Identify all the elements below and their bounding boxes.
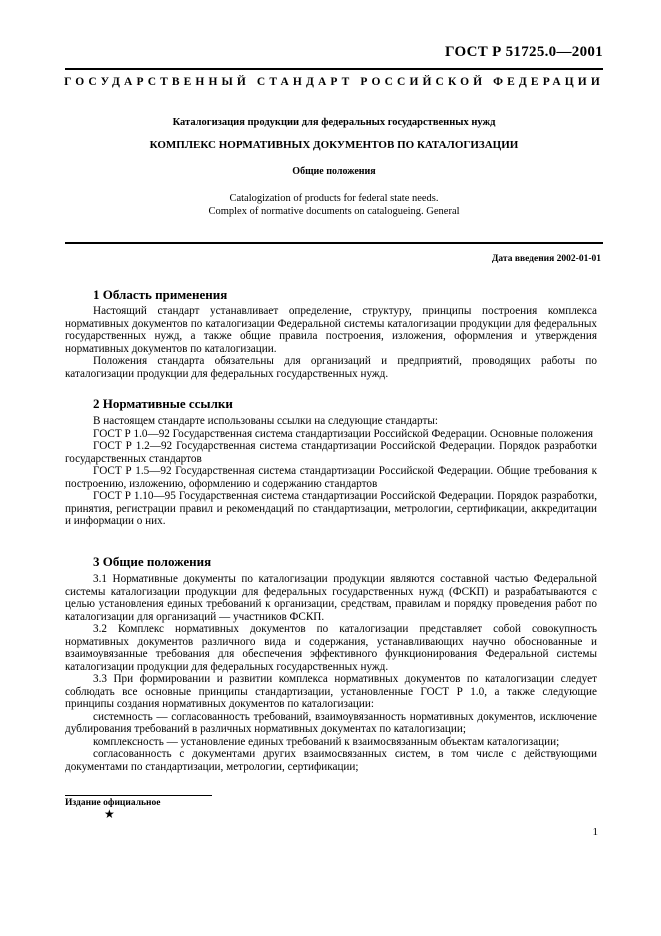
- star-icon: ★: [104, 807, 115, 821]
- section-1-paragraph: Настоящий стандарт устанавливает определение, структуру, принципы построения комплекса нормативных документов по каталогизации Федеральной системы каталогизации продукции для федеральных государственных нужд, а также общие правила построения, изложения, оформления и утверждения нормативных документов по каталогизации.: [65, 305, 597, 355]
- document-subtitle: Общие положения: [292, 166, 376, 177]
- document-subject: Каталогизация продукции для федеральных государственных нужд: [172, 117, 496, 128]
- section-1-body: [65, 305, 597, 380]
- principle-item: системность — согласованность требований, взаимоувязанность нормативных документов, исключение дублирования требований в различных нормативных документах по каталогизации;: [65, 710, 597, 735]
- reference-item: ГОСТ Р 1.5—92 Государственная система стандартизации Российской Федерации. Общие требования к построению, изложению, оформлению и содержанию стандартов: [65, 465, 597, 490]
- principle-item: согласованность с документами других взаимосвязанных систем, в том числе с действующими документами по стандартизации, метрологии, сертификации;: [65, 748, 597, 773]
- section-3-body: [65, 573, 597, 773]
- section-3-paragraph: 3.1 Нормативные документы по каталогизации продукции являются составной частью Федеральной системы каталогизации продукции для федеральных государственных нужд (ФСКП) и разрабатываются с целью установления единых требований к организации, средствам, правилам и порядку проведения работ по каталогизации для организаций — участников ФСКП.: [65, 573, 597, 623]
- section-2-heading: 2 Нормативные ссылки: [93, 396, 233, 411]
- top-rule: [65, 68, 603, 70]
- section-2-body: [65, 415, 597, 528]
- title-rule: [65, 242, 603, 244]
- reference-item: ГОСТ Р 1.10—95 Государственная система стандартизации Российской Федерации. Порядок разработки, принятия, регистрации правил и рекомендаций по стандартизации, метрологии, сертификации, аккредитации и информации о них.: [65, 490, 597, 527]
- official-edition-label: Издание официальное: [65, 798, 161, 808]
- gost-number: ГОСТ Р 51725.0—2001: [445, 44, 603, 60]
- footer-rule: [65, 795, 212, 796]
- document-title: КОМПЛЕКС НОРМАТИВНЫХ ДОКУМЕНТОВ ПО КАТАЛОГИЗАЦИИ: [149, 139, 519, 151]
- page-number: 1: [592, 826, 598, 838]
- section-3-heading: 3 Общие положения: [93, 554, 212, 569]
- state-standard-heading: ГОСУДАРСТВЕННЫЙ СТАНДАРТ РОССИЙСКОЙ ФЕДЕРАЦИИ: [64, 76, 604, 88]
- english-title: [65, 192, 603, 218]
- principle-item: комплексность — установление единых требований к взаимосвязанным объектам каталогизации;: [93, 735, 560, 748]
- section-1-paragraph: Положения стандарта обязательны для организаций и предприятий, проводящих работы по каталогизации продукции для федеральных государственных нужд.: [65, 355, 597, 380]
- english-title-line-2: Complex of normative documents on catalogueing. General: [208, 206, 460, 217]
- section-3-paragraph: 3.3 При формировании и развитии комплекса нормативных документов по каталогизации следует соблюдать все основные принципы стандартизации, установленные ГОСТ Р 1.0, а также следующие принципы создания нормативных документов по каталогизации:: [65, 673, 597, 710]
- english-title-line-1: Catalogization of products for federal state needs.: [229, 193, 439, 204]
- introduction-date: Дата введения 2002-01-01: [491, 254, 601, 264]
- section-3-paragraph: 3.2 Комплекс нормативных документов по каталогизации представляет собой совокупность нормативных документов различного вида и содержания, устанавливающих научно обоснованные и взаимоувязанные требования для обеспечения эффективного функционирования Федеральной системы каталогизации продукции для федеральных государственных нужд.: [65, 623, 597, 673]
- reference-item: ГОСТ Р 1.2—92 Государственная система стандартизации Российской Федерации. Порядок разработки государственных стандартов: [65, 440, 597, 465]
- section-1-heading: 1 Область применения: [93, 287, 228, 302]
- reference-item: ГОСТ Р 1.0—92 Государственная система стандартизации Российской Федерации. Основные положения: [93, 427, 594, 440]
- reference-intro: В настоящем стандарте использованы ссылки на следующие стандарты:: [93, 415, 438, 427]
